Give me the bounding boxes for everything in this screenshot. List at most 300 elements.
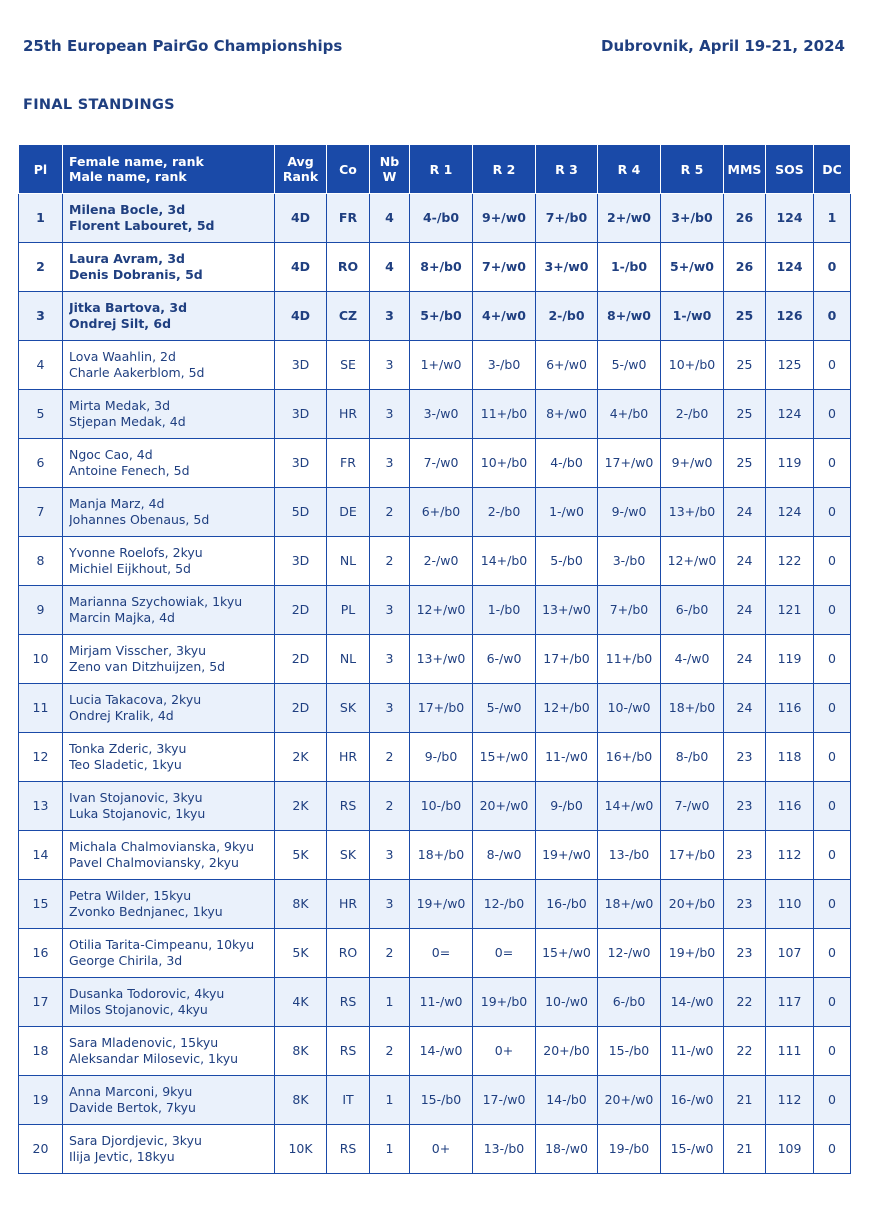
cell-place: 16 — [19, 929, 63, 978]
female-player: Dusanka Todorovic, 4kyu — [69, 986, 225, 1001]
cell-round-1: 1+/w0 — [410, 341, 473, 390]
cell-round-4: 9-/w0 — [598, 488, 661, 537]
cell-pair-names — [63, 292, 275, 341]
cell-round-3: 4-/b0 — [536, 439, 598, 488]
cell-dc: 0 — [814, 1076, 851, 1125]
cell-pair-names — [63, 684, 275, 733]
cell-nb-wins: 3 — [370, 292, 410, 341]
cell-pair-names — [63, 243, 275, 292]
table-row — [19, 1125, 851, 1174]
cell-round-5: 9+/w0 — [661, 439, 724, 488]
cell-round-3: 19+/w0 — [536, 831, 598, 880]
cell-sos: 110 — [766, 880, 814, 929]
cell-round-1: 12+/w0 — [410, 586, 473, 635]
female-player: Ivan Stojanovic, 3kyu — [69, 790, 203, 805]
cell-round-5: 13+/b0 — [661, 488, 724, 537]
male-player: Antoine Fenech, 5d — [69, 463, 190, 478]
cell-country: RO — [327, 929, 370, 978]
cell-round-4: 19-/b0 — [598, 1125, 661, 1174]
cell-nb-wins: 3 — [370, 586, 410, 635]
cell-round-1: 13+/w0 — [410, 635, 473, 684]
female-player: Laura Avram, 3d — [69, 251, 185, 266]
col-header-avg-line2: Rank — [282, 169, 319, 184]
cell-place: 5 — [19, 390, 63, 439]
cell-round-1: 2-/w0 — [410, 537, 473, 586]
cell-round-1: 18+/b0 — [410, 831, 473, 880]
cell-round-2: 0= — [473, 929, 536, 978]
cell-mms: 22 — [724, 1027, 766, 1076]
male-player: Zvonko Bednjanec, 1kyu — [69, 904, 223, 919]
table-row — [19, 880, 851, 929]
cell-place: 17 — [19, 978, 63, 1027]
cell-round-5: 7-/w0 — [661, 782, 724, 831]
male-player: Johannes Obenaus, 5d — [69, 512, 210, 527]
cell-round-2: 6-/w0 — [473, 635, 536, 684]
section-title: FINAL STANDINGS — [23, 97, 175, 113]
male-player: Marcin Majka, 4d — [69, 610, 175, 625]
cell-mms: 24 — [724, 684, 766, 733]
table-row — [19, 341, 851, 390]
cell-sos: 107 — [766, 929, 814, 978]
cell-round-3: 2-/b0 — [536, 292, 598, 341]
cell-mms: 22 — [724, 978, 766, 1027]
cell-mms: 25 — [724, 292, 766, 341]
cell-nb-wins: 3 — [370, 684, 410, 733]
cell-round-3: 6+/w0 — [536, 341, 598, 390]
cell-dc: 0 — [814, 586, 851, 635]
cell-dc: 0 — [814, 733, 851, 782]
cell-nb-wins: 3 — [370, 831, 410, 880]
cell-round-5: 12+/w0 — [661, 537, 724, 586]
cell-mms: 24 — [724, 635, 766, 684]
female-player: Sara Djordjevic, 3kyu — [69, 1133, 202, 1148]
cell-avg-rank: 8K — [275, 1027, 327, 1076]
cell-round-1: 5+/b0 — [410, 292, 473, 341]
cell-round-5: 4-/w0 — [661, 635, 724, 684]
cell-round-4: 16+/b0 — [598, 733, 661, 782]
col-header-r4: R 4 — [598, 145, 661, 194]
col-header-r5: R 5 — [661, 145, 724, 194]
col-header-place: Pl — [19, 145, 63, 194]
male-player: Zeno van Ditzhuijzen, 5d — [69, 659, 226, 674]
cell-mms: 23 — [724, 782, 766, 831]
cell-sos: 125 — [766, 341, 814, 390]
cell-round-5: 14-/w0 — [661, 978, 724, 1027]
cell-mms: 25 — [724, 390, 766, 439]
cell-pair-names — [63, 782, 275, 831]
cell-round-4: 3-/b0 — [598, 537, 661, 586]
cell-mms: 25 — [724, 341, 766, 390]
col-header-avg-line1: Avg — [287, 154, 314, 169]
table-row — [19, 1027, 851, 1076]
cell-place: 11 — [19, 684, 63, 733]
cell-pair-names — [63, 390, 275, 439]
cell-round-3: 14-/b0 — [536, 1076, 598, 1125]
cell-dc: 0 — [814, 341, 851, 390]
cell-round-3: 13+/w0 — [536, 586, 598, 635]
col-header-nbw-line2: W — [382, 169, 397, 184]
cell-country: HR — [327, 733, 370, 782]
table-row — [19, 194, 851, 243]
cell-pair-names — [63, 635, 275, 684]
cell-round-1: 9-/b0 — [410, 733, 473, 782]
cell-round-3: 17+/b0 — [536, 635, 598, 684]
cell-round-3: 1-/w0 — [536, 488, 598, 537]
cell-round-1: 8+/b0 — [410, 243, 473, 292]
cell-round-3: 11-/w0 — [536, 733, 598, 782]
cell-place: 18 — [19, 1027, 63, 1076]
table-row — [19, 243, 851, 292]
cell-dc: 0 — [814, 390, 851, 439]
cell-dc: 0 — [814, 488, 851, 537]
cell-nb-wins: 3 — [370, 390, 410, 439]
cell-pair-names — [63, 537, 275, 586]
cell-round-2: 12-/b0 — [473, 880, 536, 929]
event-title: 25th European PairGo Championships — [23, 37, 343, 55]
cell-place: 3 — [19, 292, 63, 341]
col-header-avg-rank — [275, 145, 327, 194]
cell-pair-names — [63, 733, 275, 782]
cell-place: 6 — [19, 439, 63, 488]
female-player: Milena Bocle, 3d — [69, 202, 186, 217]
cell-country: RS — [327, 1125, 370, 1174]
cell-round-4: 20+/w0 — [598, 1076, 661, 1125]
cell-round-4: 18+/w0 — [598, 880, 661, 929]
document-header — [23, 37, 845, 57]
cell-round-4: 14+/w0 — [598, 782, 661, 831]
table-row — [19, 733, 851, 782]
cell-dc: 0 — [814, 1125, 851, 1174]
cell-avg-rank: 4D — [275, 292, 327, 341]
standings-body — [19, 194, 851, 1174]
cell-country: FR — [327, 439, 370, 488]
cell-avg-rank: 5K — [275, 831, 327, 880]
cell-round-2: 13-/b0 — [473, 1125, 536, 1174]
cell-round-4: 5-/w0 — [598, 341, 661, 390]
cell-sos: 124 — [766, 390, 814, 439]
cell-mms: 21 — [724, 1125, 766, 1174]
cell-pair-names — [63, 341, 275, 390]
cell-pair-names — [63, 586, 275, 635]
cell-dc: 0 — [814, 831, 851, 880]
cell-round-3: 16-/b0 — [536, 880, 598, 929]
table-row — [19, 831, 851, 880]
cell-sos: 119 — [766, 439, 814, 488]
standings-table — [18, 144, 851, 1174]
cell-place: 1 — [19, 194, 63, 243]
cell-avg-rank: 2K — [275, 733, 327, 782]
cell-avg-rank: 2D — [275, 635, 327, 684]
col-header-nbw-line1: Nb — [379, 154, 400, 169]
cell-avg-rank: 8K — [275, 1076, 327, 1125]
cell-place: 19 — [19, 1076, 63, 1125]
cell-round-1: 0+ — [410, 1125, 473, 1174]
cell-round-5: 1-/w0 — [661, 292, 724, 341]
cell-nb-wins: 2 — [370, 782, 410, 831]
cell-mms: 26 — [724, 243, 766, 292]
cell-round-2: 17-/w0 — [473, 1076, 536, 1125]
cell-place: 9 — [19, 586, 63, 635]
cell-dc: 0 — [814, 1027, 851, 1076]
cell-sos: 119 — [766, 635, 814, 684]
cell-round-1: 4-/b0 — [410, 194, 473, 243]
cell-nb-wins: 3 — [370, 341, 410, 390]
cell-round-5: 10+/b0 — [661, 341, 724, 390]
cell-round-3: 3+/w0 — [536, 243, 598, 292]
cell-dc: 0 — [814, 978, 851, 1027]
cell-avg-rank: 2K — [275, 782, 327, 831]
male-player: Milos Stojanovic, 4kyu — [69, 1002, 208, 1017]
male-player: Ilija Jevtic, 18kyu — [69, 1149, 175, 1164]
male-player: Michiel Eijkhout, 5d — [69, 561, 191, 576]
cell-round-5: 19+/b0 — [661, 929, 724, 978]
cell-round-2: 8-/w0 — [473, 831, 536, 880]
cell-round-4: 10-/w0 — [598, 684, 661, 733]
cell-pair-names — [63, 978, 275, 1027]
cell-round-1: 0= — [410, 929, 473, 978]
cell-place: 10 — [19, 635, 63, 684]
table-row — [19, 978, 851, 1027]
cell-mms: 23 — [724, 831, 766, 880]
cell-country: HR — [327, 880, 370, 929]
cell-pair-names — [63, 488, 275, 537]
col-header-male: Male name, rank — [69, 169, 187, 184]
cell-round-1: 15-/b0 — [410, 1076, 473, 1125]
cell-round-4: 6-/b0 — [598, 978, 661, 1027]
cell-nb-wins: 2 — [370, 733, 410, 782]
table-row — [19, 782, 851, 831]
cell-round-2: 4+/w0 — [473, 292, 536, 341]
cell-sos: 116 — [766, 782, 814, 831]
cell-sos: 111 — [766, 1027, 814, 1076]
cell-country: IT — [327, 1076, 370, 1125]
cell-round-4: 11+/b0 — [598, 635, 661, 684]
cell-place: 13 — [19, 782, 63, 831]
cell-sos: 124 — [766, 194, 814, 243]
male-player: George Chirila, 3d — [69, 953, 183, 968]
cell-place: 12 — [19, 733, 63, 782]
cell-round-4: 13-/b0 — [598, 831, 661, 880]
cell-nb-wins: 4 — [370, 194, 410, 243]
cell-country: DE — [327, 488, 370, 537]
female-player: Jitka Bartova, 3d — [69, 300, 188, 315]
cell-dc: 0 — [814, 929, 851, 978]
cell-round-2: 15+/w0 — [473, 733, 536, 782]
cell-round-4: 15-/b0 — [598, 1027, 661, 1076]
female-player: Lucia Takacova, 2kyu — [69, 692, 202, 707]
cell-round-3: 7+/b0 — [536, 194, 598, 243]
male-player: Ondrej Kralik, 4d — [69, 708, 174, 723]
cell-round-3: 5-/b0 — [536, 537, 598, 586]
male-player: Charle Aakerblom, 5d — [69, 365, 205, 380]
cell-nb-wins: 2 — [370, 537, 410, 586]
cell-round-5: 11-/w0 — [661, 1027, 724, 1076]
cell-avg-rank: 5K — [275, 929, 327, 978]
cell-country: NL — [327, 537, 370, 586]
male-player: Ondrej Silt, 6d — [69, 316, 172, 331]
cell-country: RS — [327, 782, 370, 831]
cell-round-2: 9+/w0 — [473, 194, 536, 243]
cell-nb-wins: 3 — [370, 439, 410, 488]
event-place-date: Dubrovnik, April 19-21, 2024 — [601, 37, 845, 55]
cell-pair-names — [63, 439, 275, 488]
cell-round-5: 5+/w0 — [661, 243, 724, 292]
female-player: Manja Marz, 4d — [69, 496, 165, 511]
cell-round-2: 5-/w0 — [473, 684, 536, 733]
cell-round-2: 3-/b0 — [473, 341, 536, 390]
female-player: Petra Wilder, 15kyu — [69, 888, 192, 903]
cell-country: SE — [327, 341, 370, 390]
cell-round-4: 7+/b0 — [598, 586, 661, 635]
cell-dc: 0 — [814, 439, 851, 488]
cell-place: 20 — [19, 1125, 63, 1174]
table-row — [19, 586, 851, 635]
cell-sos: 118 — [766, 733, 814, 782]
table-row — [19, 292, 851, 341]
male-player: Davide Bertok, 7kyu — [69, 1100, 196, 1115]
cell-nb-wins: 3 — [370, 635, 410, 684]
cell-avg-rank: 3D — [275, 439, 327, 488]
female-player: Otilia Tarita-Cimpeanu, 10kyu — [69, 937, 255, 952]
cell-country: RS — [327, 978, 370, 1027]
cell-sos: 112 — [766, 1076, 814, 1125]
cell-nb-wins: 2 — [370, 929, 410, 978]
cell-round-5: 15-/w0 — [661, 1125, 724, 1174]
female-player: Yvonne Roelofs, 2kyu — [69, 545, 203, 560]
cell-avg-rank: 5D — [275, 488, 327, 537]
female-player: Sara Mladenovic, 15kyu — [69, 1035, 219, 1050]
table-row — [19, 929, 851, 978]
cell-round-2: 2-/b0 — [473, 488, 536, 537]
cell-round-1: 11-/w0 — [410, 978, 473, 1027]
cell-place: 8 — [19, 537, 63, 586]
cell-place: 4 — [19, 341, 63, 390]
col-header-names — [63, 145, 275, 194]
cell-dc: 0 — [814, 684, 851, 733]
table-row — [19, 390, 851, 439]
cell-round-4: 1-/b0 — [598, 243, 661, 292]
cell-nb-wins: 1 — [370, 1076, 410, 1125]
cell-place: 2 — [19, 243, 63, 292]
cell-pair-names — [63, 929, 275, 978]
male-player: Teo Sladetic, 1kyu — [69, 757, 182, 772]
cell-round-2: 10+/b0 — [473, 439, 536, 488]
cell-sos: 124 — [766, 243, 814, 292]
cell-round-2: 0+ — [473, 1027, 536, 1076]
cell-pair-names — [63, 831, 275, 880]
cell-pair-names — [63, 1125, 275, 1174]
cell-sos: 109 — [766, 1125, 814, 1174]
cell-mms: 25 — [724, 439, 766, 488]
cell-round-3: 12+/b0 — [536, 684, 598, 733]
cell-mms: 26 — [724, 194, 766, 243]
cell-dc: 0 — [814, 782, 851, 831]
cell-round-3: 18-/w0 — [536, 1125, 598, 1174]
cell-avg-rank: 4K — [275, 978, 327, 1027]
cell-round-4: 17+/w0 — [598, 439, 661, 488]
col-header-country: Co — [327, 145, 370, 194]
col-header-sos: SOS — [766, 145, 814, 194]
male-player: Florent Labouret, 5d — [69, 218, 215, 233]
cell-round-3: 15+/w0 — [536, 929, 598, 978]
cell-avg-rank: 10K — [275, 1125, 327, 1174]
cell-pair-names — [63, 194, 275, 243]
cell-nb-wins: 3 — [370, 880, 410, 929]
cell-mms: 24 — [724, 586, 766, 635]
cell-mms: 23 — [724, 929, 766, 978]
cell-dc: 0 — [814, 537, 851, 586]
cell-dc: 0 — [814, 292, 851, 341]
cell-avg-rank: 2D — [275, 684, 327, 733]
cell-round-3: 9-/b0 — [536, 782, 598, 831]
cell-avg-rank: 8K — [275, 880, 327, 929]
female-player: Mirjam Visscher, 3kyu — [69, 643, 207, 658]
cell-avg-rank: 4D — [275, 243, 327, 292]
col-header-nbw — [370, 145, 410, 194]
cell-country: SK — [327, 831, 370, 880]
col-header-r3: R 3 — [536, 145, 598, 194]
cell-place: 7 — [19, 488, 63, 537]
cell-round-5: 18+/b0 — [661, 684, 724, 733]
cell-avg-rank: 3D — [275, 537, 327, 586]
male-player: Aleksandar Milosevic, 1kyu — [69, 1051, 239, 1066]
col-header-mms: MMS — [724, 145, 766, 194]
cell-round-3: 20+/b0 — [536, 1027, 598, 1076]
cell-dc: 0 — [814, 635, 851, 684]
cell-mms: 23 — [724, 733, 766, 782]
cell-mms: 23 — [724, 880, 766, 929]
cell-country: FR — [327, 194, 370, 243]
cell-round-4: 8+/w0 — [598, 292, 661, 341]
male-player: Pavel Chalmoviansky, 2kyu — [69, 855, 239, 870]
cell-nb-wins: 2 — [370, 488, 410, 537]
cell-avg-rank: 3D — [275, 341, 327, 390]
cell-place: 15 — [19, 880, 63, 929]
cell-country: RS — [327, 1027, 370, 1076]
cell-sos: 126 — [766, 292, 814, 341]
cell-round-2: 19+/b0 — [473, 978, 536, 1027]
cell-sos: 122 — [766, 537, 814, 586]
cell-round-2: 7+/w0 — [473, 243, 536, 292]
cell-round-5: 3+/b0 — [661, 194, 724, 243]
cell-round-5: 16-/w0 — [661, 1076, 724, 1125]
cell-round-2: 14+/b0 — [473, 537, 536, 586]
cell-nb-wins: 2 — [370, 1027, 410, 1076]
table-row — [19, 635, 851, 684]
cell-country: HR — [327, 390, 370, 439]
male-player: Denis Dobranis, 5d — [69, 267, 203, 282]
cell-country: SK — [327, 684, 370, 733]
cell-place: 14 — [19, 831, 63, 880]
col-header-dc: DC — [814, 145, 851, 194]
female-player: Anna Marconi, 9kyu — [69, 1084, 193, 1099]
cell-round-1: 17+/b0 — [410, 684, 473, 733]
cell-country: NL — [327, 635, 370, 684]
female-player: Mirta Medak, 3d — [69, 398, 171, 413]
cell-sos: 124 — [766, 488, 814, 537]
cell-avg-rank: 4D — [275, 194, 327, 243]
cell-avg-rank: 3D — [275, 390, 327, 439]
cell-sos: 112 — [766, 831, 814, 880]
cell-sos: 121 — [766, 586, 814, 635]
table-row — [19, 684, 851, 733]
cell-round-1: 7-/w0 — [410, 439, 473, 488]
table-row — [19, 439, 851, 488]
male-player: Stjepan Medak, 4d — [69, 414, 186, 429]
cell-round-2: 20+/w0 — [473, 782, 536, 831]
cell-round-3: 8+/w0 — [536, 390, 598, 439]
cell-nb-wins: 1 — [370, 978, 410, 1027]
